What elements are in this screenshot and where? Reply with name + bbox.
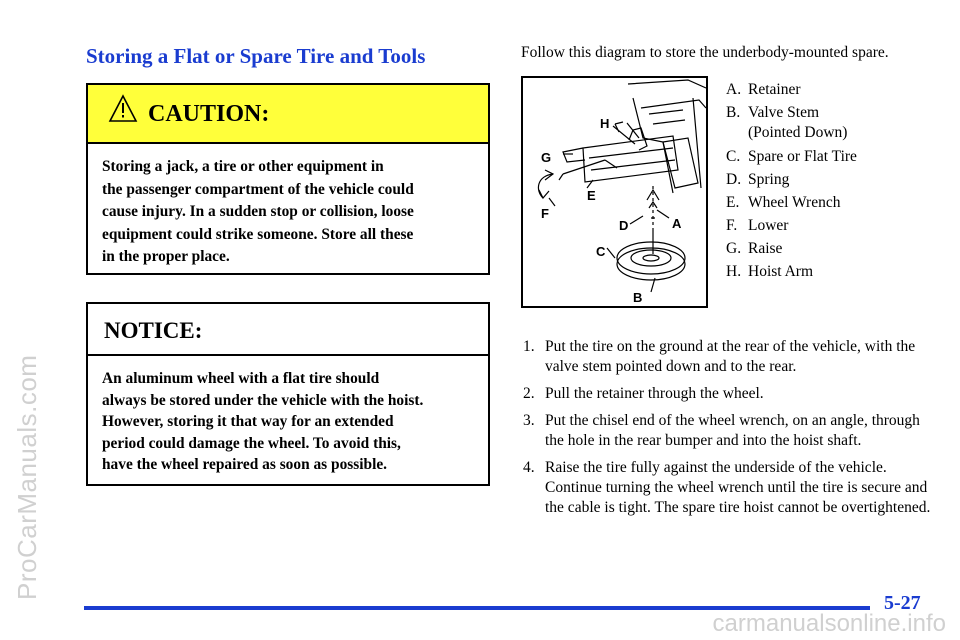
callout-c: C — [596, 244, 606, 259]
legend-key: F. — [726, 217, 738, 234]
legend-key: B. — [726, 104, 741, 121]
caution-line: equipment could strike someone. Store all these — [102, 225, 414, 243]
legend-item — [726, 145, 857, 168]
caution-line: cause injury. In a sudden stop or collision, loose — [102, 203, 414, 220]
callout-g: G — [541, 150, 552, 165]
caution-line: in the proper place. — [102, 248, 230, 265]
watermark-side: ProCarManuals.com — [12, 354, 42, 600]
legend-key: E. — [726, 194, 740, 211]
step-number: 1. — [523, 338, 535, 355]
step-text: Put the chisel end of the wheel wrench, on an angle, through the hole in the rear bumper and into the hoist shaft. — [545, 412, 920, 449]
legend-text: Lower — [748, 217, 789, 234]
legend-key: C. — [726, 148, 741, 165]
caution-box — [86, 83, 490, 275]
legend-text: Spring — [748, 171, 790, 188]
warning-triangle-icon — [108, 94, 138, 124]
section-title: Storing a Flat or Spare Tire and Tools — [86, 44, 426, 68]
legend-text: Valve Stem — [748, 104, 820, 121]
step-item — [523, 411, 933, 451]
diagram-legend — [726, 78, 857, 283]
legend-key: A. — [726, 81, 742, 98]
step-item — [523, 337, 933, 377]
legend-item — [726, 191, 857, 214]
legend-subtext: (Pointed Down) — [748, 124, 848, 141]
legend-text: Spare or Flat Tire — [748, 148, 857, 165]
notice-text — [88, 356, 488, 476]
legend-item — [726, 214, 857, 237]
legend-text: Retainer — [748, 81, 801, 98]
step-number: 4. — [523, 459, 535, 476]
notice-header — [88, 304, 488, 356]
callout-b: B — [633, 290, 643, 305]
legend-text: Wheel Wrench — [748, 194, 841, 211]
step-text: Raise the tire fully against the underside of the vehicle. Continue turning the wheel wrench until the tire is secure and the cable is tight. The spare tire hoist cannot be overtightened. — [545, 459, 931, 516]
footer-rule — [84, 606, 870, 610]
callout-e: E — [587, 188, 596, 203]
watermark-bottom: carmanualsonline.info — [712, 610, 946, 637]
notice-box — [86, 302, 490, 486]
legend-key: D. — [726, 171, 742, 188]
step-item — [523, 458, 933, 518]
legend-item — [726, 237, 857, 260]
callout-h: H — [600, 116, 610, 131]
step-item — [523, 384, 933, 404]
step-number: 3. — [523, 412, 535, 429]
legend-text: Hoist Arm — [748, 263, 814, 280]
caution-text — [88, 144, 488, 269]
legend-item — [726, 168, 857, 191]
caution-header — [88, 85, 488, 144]
caution-line: the passenger compartment of the vehicle could — [102, 180, 414, 198]
notice-line: An aluminum wheel with a flat tire should — [102, 370, 380, 387]
notice-title: NOTICE: — [104, 318, 203, 343]
callout-a: A — [672, 216, 682, 231]
step-text: Pull the retainer through the wheel. — [545, 385, 764, 402]
legend-text: Raise — [748, 240, 783, 257]
instruction-steps — [523, 337, 933, 525]
notice-line: have the wheel repaired as soon as possible. — [102, 456, 388, 473]
page-number: 5-27 — [884, 592, 921, 614]
step-text: Put the tire on the ground at the rear of the vehicle, with the valve stem pointed down and to the rear. — [545, 338, 916, 375]
diagram-intro: Follow this diagram to store the underbody-mounted spare. — [521, 44, 889, 61]
spare-tire-diagram — [521, 76, 708, 308]
callout-d: D — [619, 218, 629, 233]
legend-item — [726, 78, 857, 101]
legend-key: H. — [726, 263, 742, 280]
notice-line: always be stored under the vehicle with the hoist. — [102, 391, 424, 409]
caution-line: Storing a jack, a tire or other equipment in — [102, 158, 384, 175]
legend-item — [726, 260, 857, 283]
step-number: 2. — [523, 385, 535, 402]
caution-title: CAUTION: — [148, 101, 270, 127]
notice-line: However, storing it that way for an extended — [102, 413, 394, 430]
spare-tire-illustration — [523, 78, 706, 306]
notice-line: period could damage the wheel. To avoid this, — [102, 434, 401, 452]
legend-key: G. — [726, 240, 742, 257]
legend-item — [726, 101, 857, 124]
callout-f: F — [541, 206, 549, 221]
